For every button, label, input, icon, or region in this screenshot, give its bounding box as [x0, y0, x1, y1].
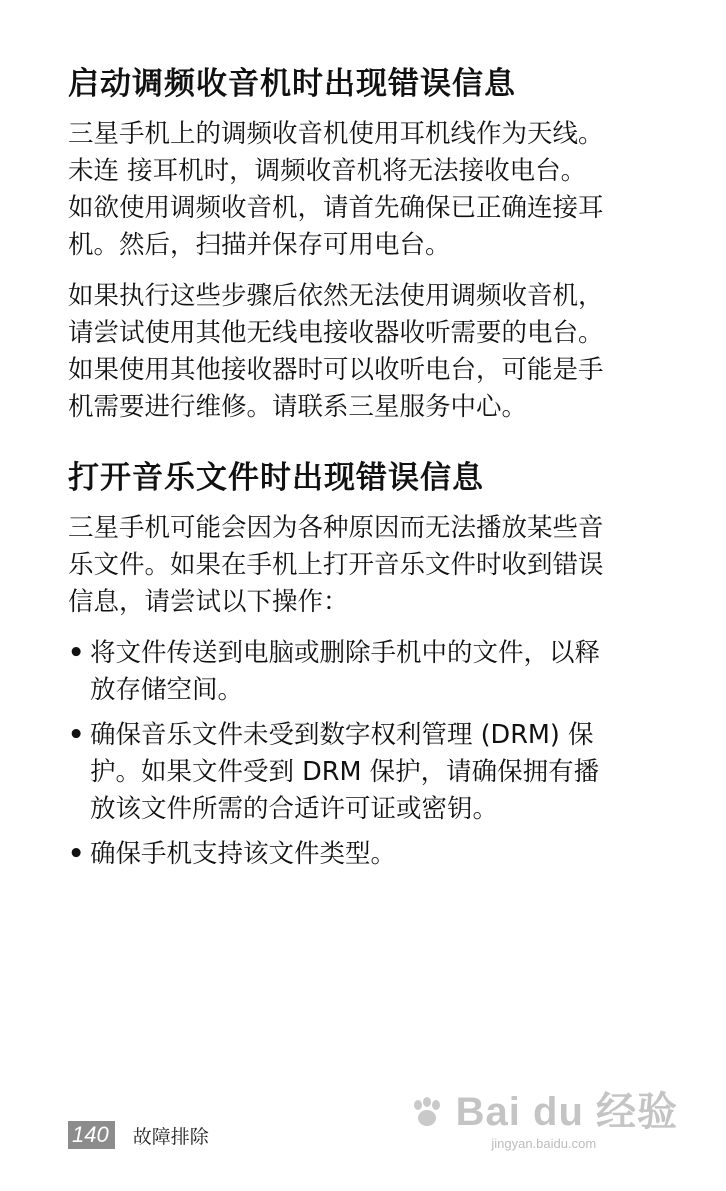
bullet-item-file-type	[68, 836, 668, 873]
bullet-dot-icon: •	[68, 638, 85, 668]
section-music-file-error	[68, 456, 668, 873]
bullet-item-free-space	[68, 635, 668, 709]
paragraph-fm-service: 如果执行这些步骤后依然无法使用调频收音机， 请尝试使用其他无线电接收器收听需要的电台。 如果使用其他接收器时可以收听电台，可能是手 机需要进行维修。请联系三星服务中心。	[68, 281, 604, 422]
section-title-music-file: 打开音乐文件时出现错误信息	[68, 460, 484, 496]
paragraph-music-intro: 三星手机可能会因为各种原因而无法播放某些音 乐文件。如果在手机上打开音乐文件时收到错误 信息，请尝试以下操作：	[68, 513, 604, 617]
watermark-url: jingyan.baidu.com	[491, 1136, 597, 1151]
bullet-text: 确保音乐文件未受到数字权利管理 (DRM) 保 护。如果文件受到 DRM 保护，请确保拥有播 放该文件所需的合适许可证或密钥。	[90, 720, 600, 824]
bullet-dot-icon: •	[68, 839, 85, 869]
page-number: 140	[68, 1121, 115, 1149]
bullet-text: 将文件传送到电脑或删除手机中的文件，以释 放存储空间。	[90, 638, 601, 705]
footer-section-label: 故障排除	[132, 1125, 209, 1148]
bullet-dot-icon: •	[68, 720, 85, 750]
watermark-logo	[410, 1092, 678, 1132]
baidu-watermark	[410, 1092, 678, 1151]
bullet-item-drm	[68, 717, 668, 828]
paragraph-fm-antenna: 三星手机上的调频收音机使用耳机线作为天线。 未连 接耳机时，调频收音机将无法接收电台。 如欲使用调频收音机，请首先确保已正确连接耳 机。然后，扫描并保存可用电台。	[68, 119, 604, 260]
page-footer	[68, 1120, 209, 1150]
manual-page	[68, 62, 668, 881]
bullet-list	[68, 635, 668, 873]
section-title-fm-radio: 启动调频收音机时出现错误信息	[68, 66, 516, 102]
watermark-brand: Bai du 经验	[455, 1090, 678, 1134]
section-fm-radio-error	[68, 62, 668, 426]
bullet-text: 确保手机支持该文件类型。	[90, 839, 397, 869]
paw-icon	[410, 1097, 444, 1127]
